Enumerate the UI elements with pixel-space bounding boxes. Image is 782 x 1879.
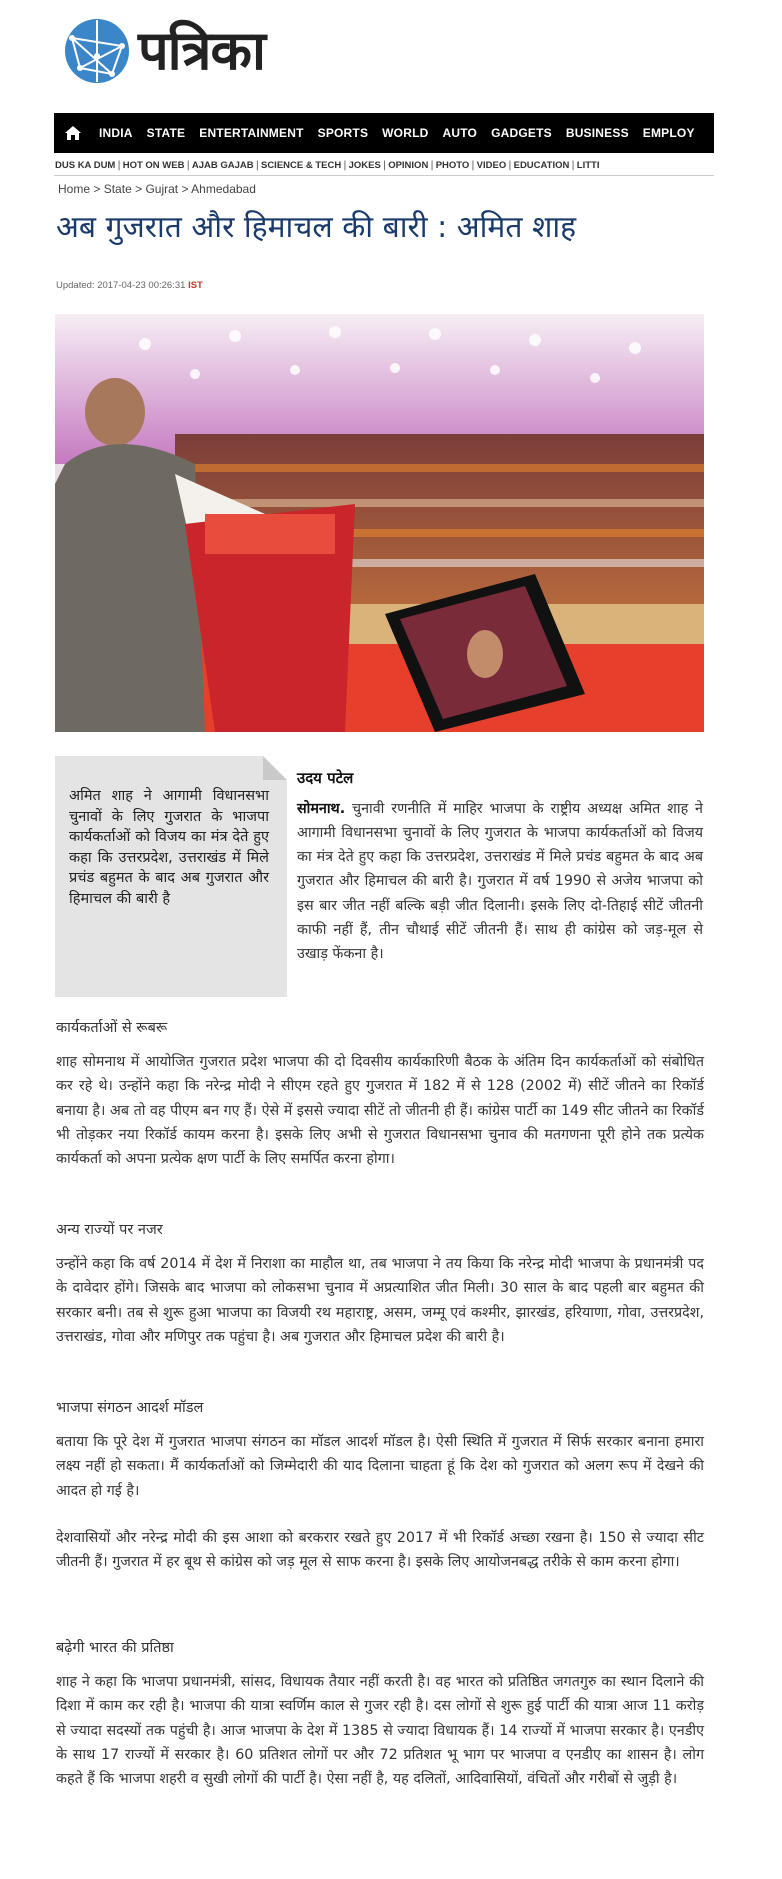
sub-nav	[54, 155, 714, 176]
breadcrumb-city[interactable]: Ahmedabad	[191, 182, 256, 196]
subnav-item-photo[interactable]: PHOTO	[435, 159, 470, 171]
article-title: अब गुजरात और हिमाचल की बारी : अमित शाह	[56, 210, 577, 245]
breadcrumb-separator: >	[135, 182, 143, 196]
subnav-separator: |	[255, 159, 259, 171]
subnav-separator: |	[571, 159, 575, 171]
subnav-separator: |	[117, 159, 121, 171]
breadcrumb-separator: >	[181, 182, 189, 196]
pull-quote-text: अमित शाह ने आगामी विधानसभा चुनावों के लिए गुजरात के भाजपा कार्यकर्ताओं को विजय का मंत्र देते हुए कहा कि उत्तरप्रदेश, उत्तराखंड में मिले प्रचंड बहुमत के बाद अब गुजरात और हिमाचल की बारी है	[69, 788, 269, 907]
article-paragraph: शाह सोमनाथ में आयोजित गुजरात प्रदेश भाजपा की दो दिवसीय कार्यकारिणी बैठक के अंतिम दिन कार्यकर्ताओं को संबोधित कर रहे थे। उन्होंने कहा कि नरेन्द्र मोदी ने सीएम रहते हुए गुजरात में 182 में से 128 (2002 में) सीटें जीतने का रिकॉर्ड बनाया है। अब तो वह पीएम बन गए हैं। ऐसे में इससे ज्यादा सीटें तो जीतनी ही हैं। कांग्रेस पार्टी का 149 सीट जीतने का रिकॉर्ड भी तोड़कर नया रिकॉर्ड कायम करना है। इसके लिए अभी से गुजरात विधानसभा चुनाव की मतगणना पूरी होने तक प्रत्येक कार्यकर्ता को अपना प्रत्येक क्षण पार्टी के लिए समर्पित करना होगा।	[56, 1054, 704, 1168]
intro-text: चुनावी रणनीति में माहिर भाजपा के राष्ट्रीय अध्यक्ष अमित शाह ने आगामी विधानसभा चुनावों के लिए गुजरात के भाजपा कार्यकर्ताओं को विजय का मंत्र देते हुए कहा कि उत्तरप्रदेश, उत्तराखंड में मिले प्रचंड बहुमत के बाद अब गुजरात और हिमाचल की बारी है। गुजरात में वर्ष 1990 से अजेय भाजपा को इस बार जीत नहीं बल्कि बड़ी जीत दिलानी। इसके लिए दो-तिहाई सीटें जीतनी काफी नहीं हैं, तीन चौथाई सीटें जीतनी हैं। साथ ही कांग्रेस को जड़-मूल से उखाड़ फेंकना है।	[297, 801, 703, 962]
nav-item-employ[interactable]: EMPLOY	[642, 126, 695, 140]
subnav-separator: |	[343, 159, 347, 171]
subnav-item-ajab-gajab[interactable]: AJAB GAJAB	[191, 159, 254, 171]
updated-time: 2017-04-23 00:26:31	[97, 280, 186, 291]
dateline: सोमनाथ.	[297, 801, 346, 817]
updated-timestamp	[56, 280, 203, 291]
subnav-item-litti[interactable]: LITTI	[576, 159, 600, 171]
nav-item-state[interactable]: STATE	[146, 126, 186, 140]
nav-item-world[interactable]: WORLD	[382, 126, 429, 140]
nav-home[interactable]	[54, 113, 92, 153]
nav-item-business[interactable]: BUSINESS	[565, 126, 629, 140]
article-paragraph: देशवासियों और नरेन्द्र मोदी की इस आशा को बरकरार रखते हुए 2017 में भी रिकॉर्ड अच्छा रखना है। 150 से ज्यादा सीट जीतनी हैं। गुजरात में हर बूथ से कांग्रेस को जड़ मूल से साफ करना है। इसके लिए आयोजनबद्ध तरीके से काम करना होगा।	[56, 1530, 704, 1571]
subnav-separator: |	[471, 159, 475, 171]
subnav-item-dus-ka-dum[interactable]: DUS KA DUM	[55, 159, 116, 171]
section-heading: कार्यकर्ताओं से रूबरू	[56, 1020, 168, 1036]
nav-item-gadgets[interactable]: GADGETS	[491, 126, 552, 140]
author-name: उदय पटेल	[297, 769, 354, 787]
subnav-separator: |	[382, 159, 387, 171]
section-heading: भाजपा संगठन आदर्श मॉडल	[56, 1400, 204, 1416]
main-nav	[54, 113, 714, 153]
subnav-separator: |	[508, 159, 512, 171]
subnav-separator: |	[430, 159, 434, 171]
section-heading: बढ़ेगी भारत की प्रतिष्ठा	[56, 1640, 174, 1656]
nav-item-india[interactable]: INDIA	[99, 126, 133, 140]
article-paragraph: शाह ने कहा कि भाजपा प्रधानमंत्री, सांसद, विधायक तैयार नहीं करती है। वह भारत को प्रतिष्ठित जगतगुरु का स्थान दिलाने की दिशा में काम कर रही है। भाजपा की यात्रा स्वर्णिम काल से गुजर रही है। दस लोगों से शुरू हुई पार्टी की यात्रा आज 11 करोड़ से ज्यादा सदस्यों तक पहुंची है। आज भाजपा के देश में 1385 से ज्यादा विधायक हैं। 14 राज्यों में भाजपा सरकार है। एनडीए के साथ 17 राज्यों में सरकार है। 60 प्रतिशत लोगों पर और 72 प्रतिशत भू भाग पर भाजपा व एनडीए का शासन है। लोग कहते हैं कि भाजपा शहरी व सुखी लोगों की पार्टी है। ऐसा नहीं है, यह दलितों, आदिवासियों, वंचितों और गरीबों से जुड़ी है।	[56, 1674, 704, 1788]
globe-logo-icon	[62, 16, 132, 86]
subnav-item-video[interactable]: VIDEO	[476, 159, 507, 171]
subnav-item-hot-on-web[interactable]: HOT ON WEB	[122, 159, 185, 171]
timezone-label: IST	[188, 280, 203, 291]
subnav-item-jokes[interactable]: JOKES	[348, 159, 381, 171]
subnav-separator: |	[186, 159, 190, 171]
nav-item-entertainment[interactable]: ENTERTAINMENT	[199, 126, 304, 140]
breadcrumb-state[interactable]: State	[103, 182, 132, 196]
home-icon	[64, 125, 82, 141]
nav-item-auto[interactable]: AUTO	[442, 126, 478, 140]
breadcrumb	[58, 182, 256, 196]
subnav-item-opinion[interactable]: OPINION	[388, 159, 429, 171]
breadcrumb-region[interactable]: Gujrat	[145, 182, 179, 196]
updated-label: Updated:	[56, 280, 95, 291]
article-paragraph: उन्होंने कहा कि वर्ष 2014 में देश में निराशा का माहौल था, तब भाजपा ने तय किया कि नरेन्द्र मोदी भाजपा के प्रधानमंत्री पद के दावेदार होंगे। जिसके बाद भाजपा को लोकसभा चुनाव में अप्रत्याशित जीत मिली। 30 साल के बाद पहली बार बहुमत की सरकार बनी। तब से शुरू हुआ भाजपा का विजयी रथ महाराष्ट्र, असम, जम्मू एवं कश्मीर, झारखंड, हरियाणा, गोवा, उत्तरप्रदेश, उत्तराखंड, गोवा और मणिपुर तक पहुंचा है। अब गुजरात और हिमाचल प्रदेश की बारी है।	[56, 1256, 704, 1345]
subnav-item-science-tech[interactable]: SCIENCE & TECH	[260, 159, 342, 171]
article-hero-image	[55, 314, 704, 732]
pull-quote-box	[55, 756, 287, 997]
folded-corner	[263, 756, 287, 780]
breadcrumb-home[interactable]: Home	[58, 182, 91, 196]
breadcrumb-separator: >	[93, 182, 101, 196]
section-heading: अन्य राज्यों पर नजर	[56, 1222, 163, 1238]
article-intro	[297, 797, 703, 966]
subnav-item-education[interactable]: EDUCATION	[513, 159, 570, 171]
site-logo[interactable]	[62, 16, 265, 86]
site-name: पत्रिका	[138, 19, 265, 82]
article-paragraph: बताया कि पूरे देश में गुजरात भाजपा संगठन का मॉडल आदर्श मॉडल है। ऐसी स्थिति में गुजरात में सिर्फ सरकार बनाना हमारा लक्ष्य नहीं हो सकता। मैं कार्यकर्ताओं को जिम्मेदारी की याद दिलाना चाहता हूं कि देश को गुजरात को अलग रूप में देखने की आदत हो गई है।	[56, 1434, 704, 1499]
nav-item-sports[interactable]: SPORTS	[317, 126, 369, 140]
hero-image-illustration	[55, 314, 704, 732]
